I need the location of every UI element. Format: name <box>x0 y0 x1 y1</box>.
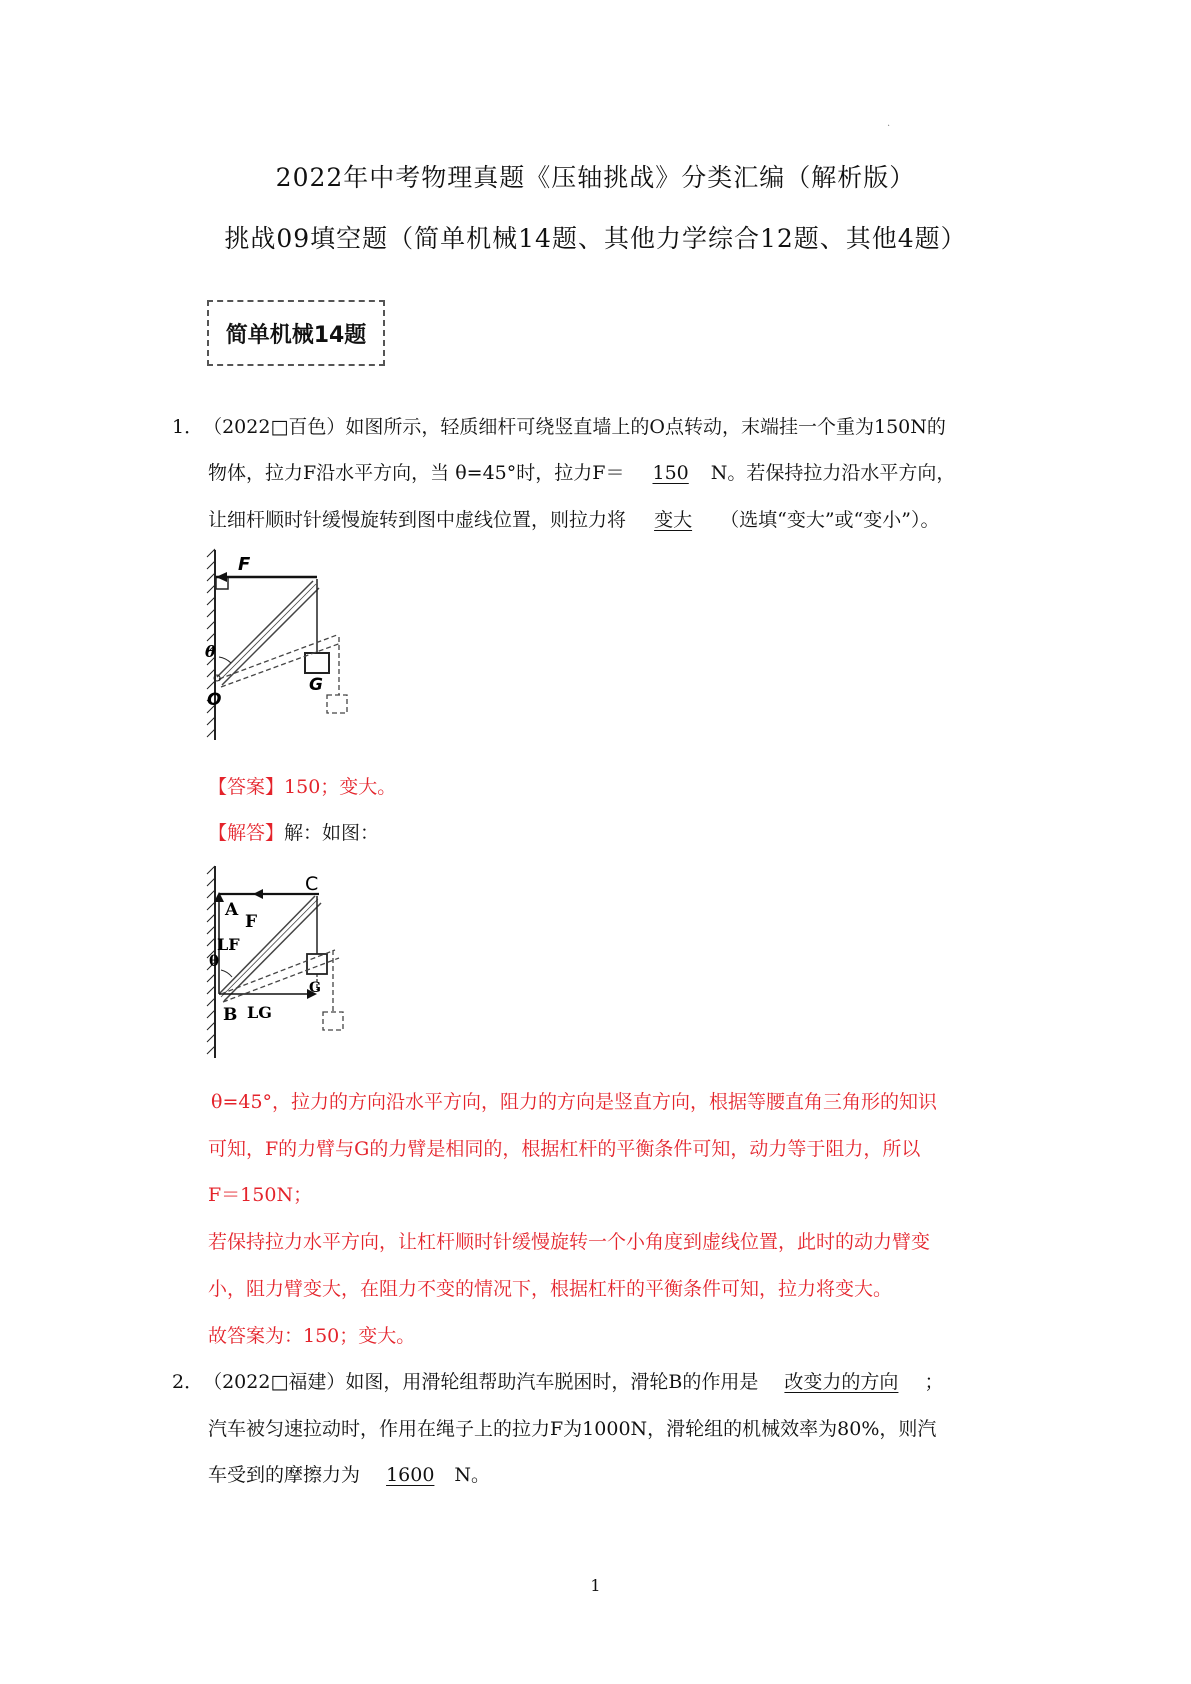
q2-text-line1-pre: （2022□福建）如图，用滑轮组帮助汽车脱困时，滑轮B的作用是 <box>203 1371 759 1393</box>
q2-number: 2． <box>172 1371 204 1393</box>
answer-text: 150；变大。 <box>284 776 397 798</box>
q1-text-line3-pre: 让细杆顺时针缓慢旋转到图中虚线位置，则拉力将 <box>208 509 627 531</box>
label-theta: θ <box>205 642 216 661</box>
q2-text-line3-post: N。 <box>454 1464 491 1486</box>
q1-text-line2-post: N。若保持拉力沿水平方向， <box>710 462 956 484</box>
label-g: G <box>309 675 323 695</box>
explanation-line-5: 小，阻力臂变大，在阻力不变的情况下，根据杠杆的平衡条件可知，拉力将变大。 <box>208 1278 893 1300</box>
q1-text-line2-pre: 物体，拉力F沿水平方向，当 θ=45°时，拉力F＝ <box>208 462 625 484</box>
q1-line3 <box>208 505 939 532</box>
solution-label: 【解答】 <box>208 822 285 844</box>
q2-line3 <box>208 1460 490 1487</box>
q1-answer-line <box>208 772 396 799</box>
theta-arc <box>219 657 231 663</box>
q1-text-line1: （2022□百色）如图所示，轻质细杆可绕竖直墙上的O点转动，末端挂一个重为150N的 <box>203 416 946 438</box>
lever-figure-1 <box>205 545 375 745</box>
label-o: O <box>207 690 222 710</box>
force-f-arrowhead <box>216 572 227 582</box>
explanation-line-6: 故答案为：150；变大。 <box>208 1325 416 1347</box>
q2-answer1: 改变力的方向 <box>784 1371 899 1393</box>
corner-mark: . <box>887 118 891 129</box>
label-f: F <box>238 554 251 575</box>
document-title: 2022年中考物理真题《压轴挑战》分类汇编（解析版） <box>275 163 916 192</box>
q2-text-line1-post: ； <box>924 1371 944 1393</box>
q1-solution-line <box>208 818 379 845</box>
explanation-line-4: 若保持拉力水平方向，让杠杆顺时针缓慢旋转一个小角度到虚线位置，此时的动力臂变 <box>208 1231 931 1253</box>
q2-line2: 汽车被匀速拉动时，作用在绳子上的拉力F为1000N，滑轮组的机械效率为80%，则汽 <box>208 1418 937 1440</box>
q1-answer2: 变大 <box>654 509 693 531</box>
q2-line1 <box>172 1367 944 1394</box>
q2-text-line3-pre: 车受到的摩擦力为 <box>208 1464 361 1486</box>
label-f-2: F <box>245 912 258 932</box>
q2-answer2: 1600 <box>386 1464 435 1486</box>
force-arrowhead-2 <box>253 889 263 899</box>
label-lg: LG <box>247 1003 272 1022</box>
page-number: 1 <box>590 1576 601 1595</box>
label-c: C <box>305 873 319 895</box>
document-subtitle: 挑战09填空题（简单机械14题、其他力学综合12题、其他4题） <box>224 224 967 253</box>
q1-line1 <box>172 412 946 439</box>
explanation-line-2: 可知，F的力臂与G的力臂是相同的，根据杠杆的平衡条件可知，动力等于阻力，所以 <box>208 1138 921 1160</box>
theta-arc-2 <box>221 970 232 977</box>
q1-answer1: 150 <box>652 462 689 484</box>
label-g-2: G <box>309 980 321 996</box>
explanation-line-3: F＝150N； <box>208 1184 313 1206</box>
label-theta-2: θ <box>209 952 220 970</box>
section-label-box <box>207 300 385 366</box>
q1-number: 1． <box>172 416 204 438</box>
solution-intro: 解：如图： <box>284 822 380 844</box>
explanation-line-1: θ=45°，拉力的方向沿水平方向，阻力的方向是竖直方向，根据等腰直角三角形的知识 <box>211 1091 938 1113</box>
answer-label: 【答案】 <box>208 776 285 798</box>
section-label: 简单机械14题 <box>225 322 367 348</box>
label-b: B <box>223 1005 238 1025</box>
label-a: A <box>225 900 239 920</box>
q1-text-line3-post: （选填“变大”或“变小”）。 <box>720 509 940 531</box>
weight-box <box>305 653 329 673</box>
label-lf: LF <box>217 935 240 954</box>
lever-figure-2 <box>205 862 380 1062</box>
q1-line2 <box>208 458 955 485</box>
